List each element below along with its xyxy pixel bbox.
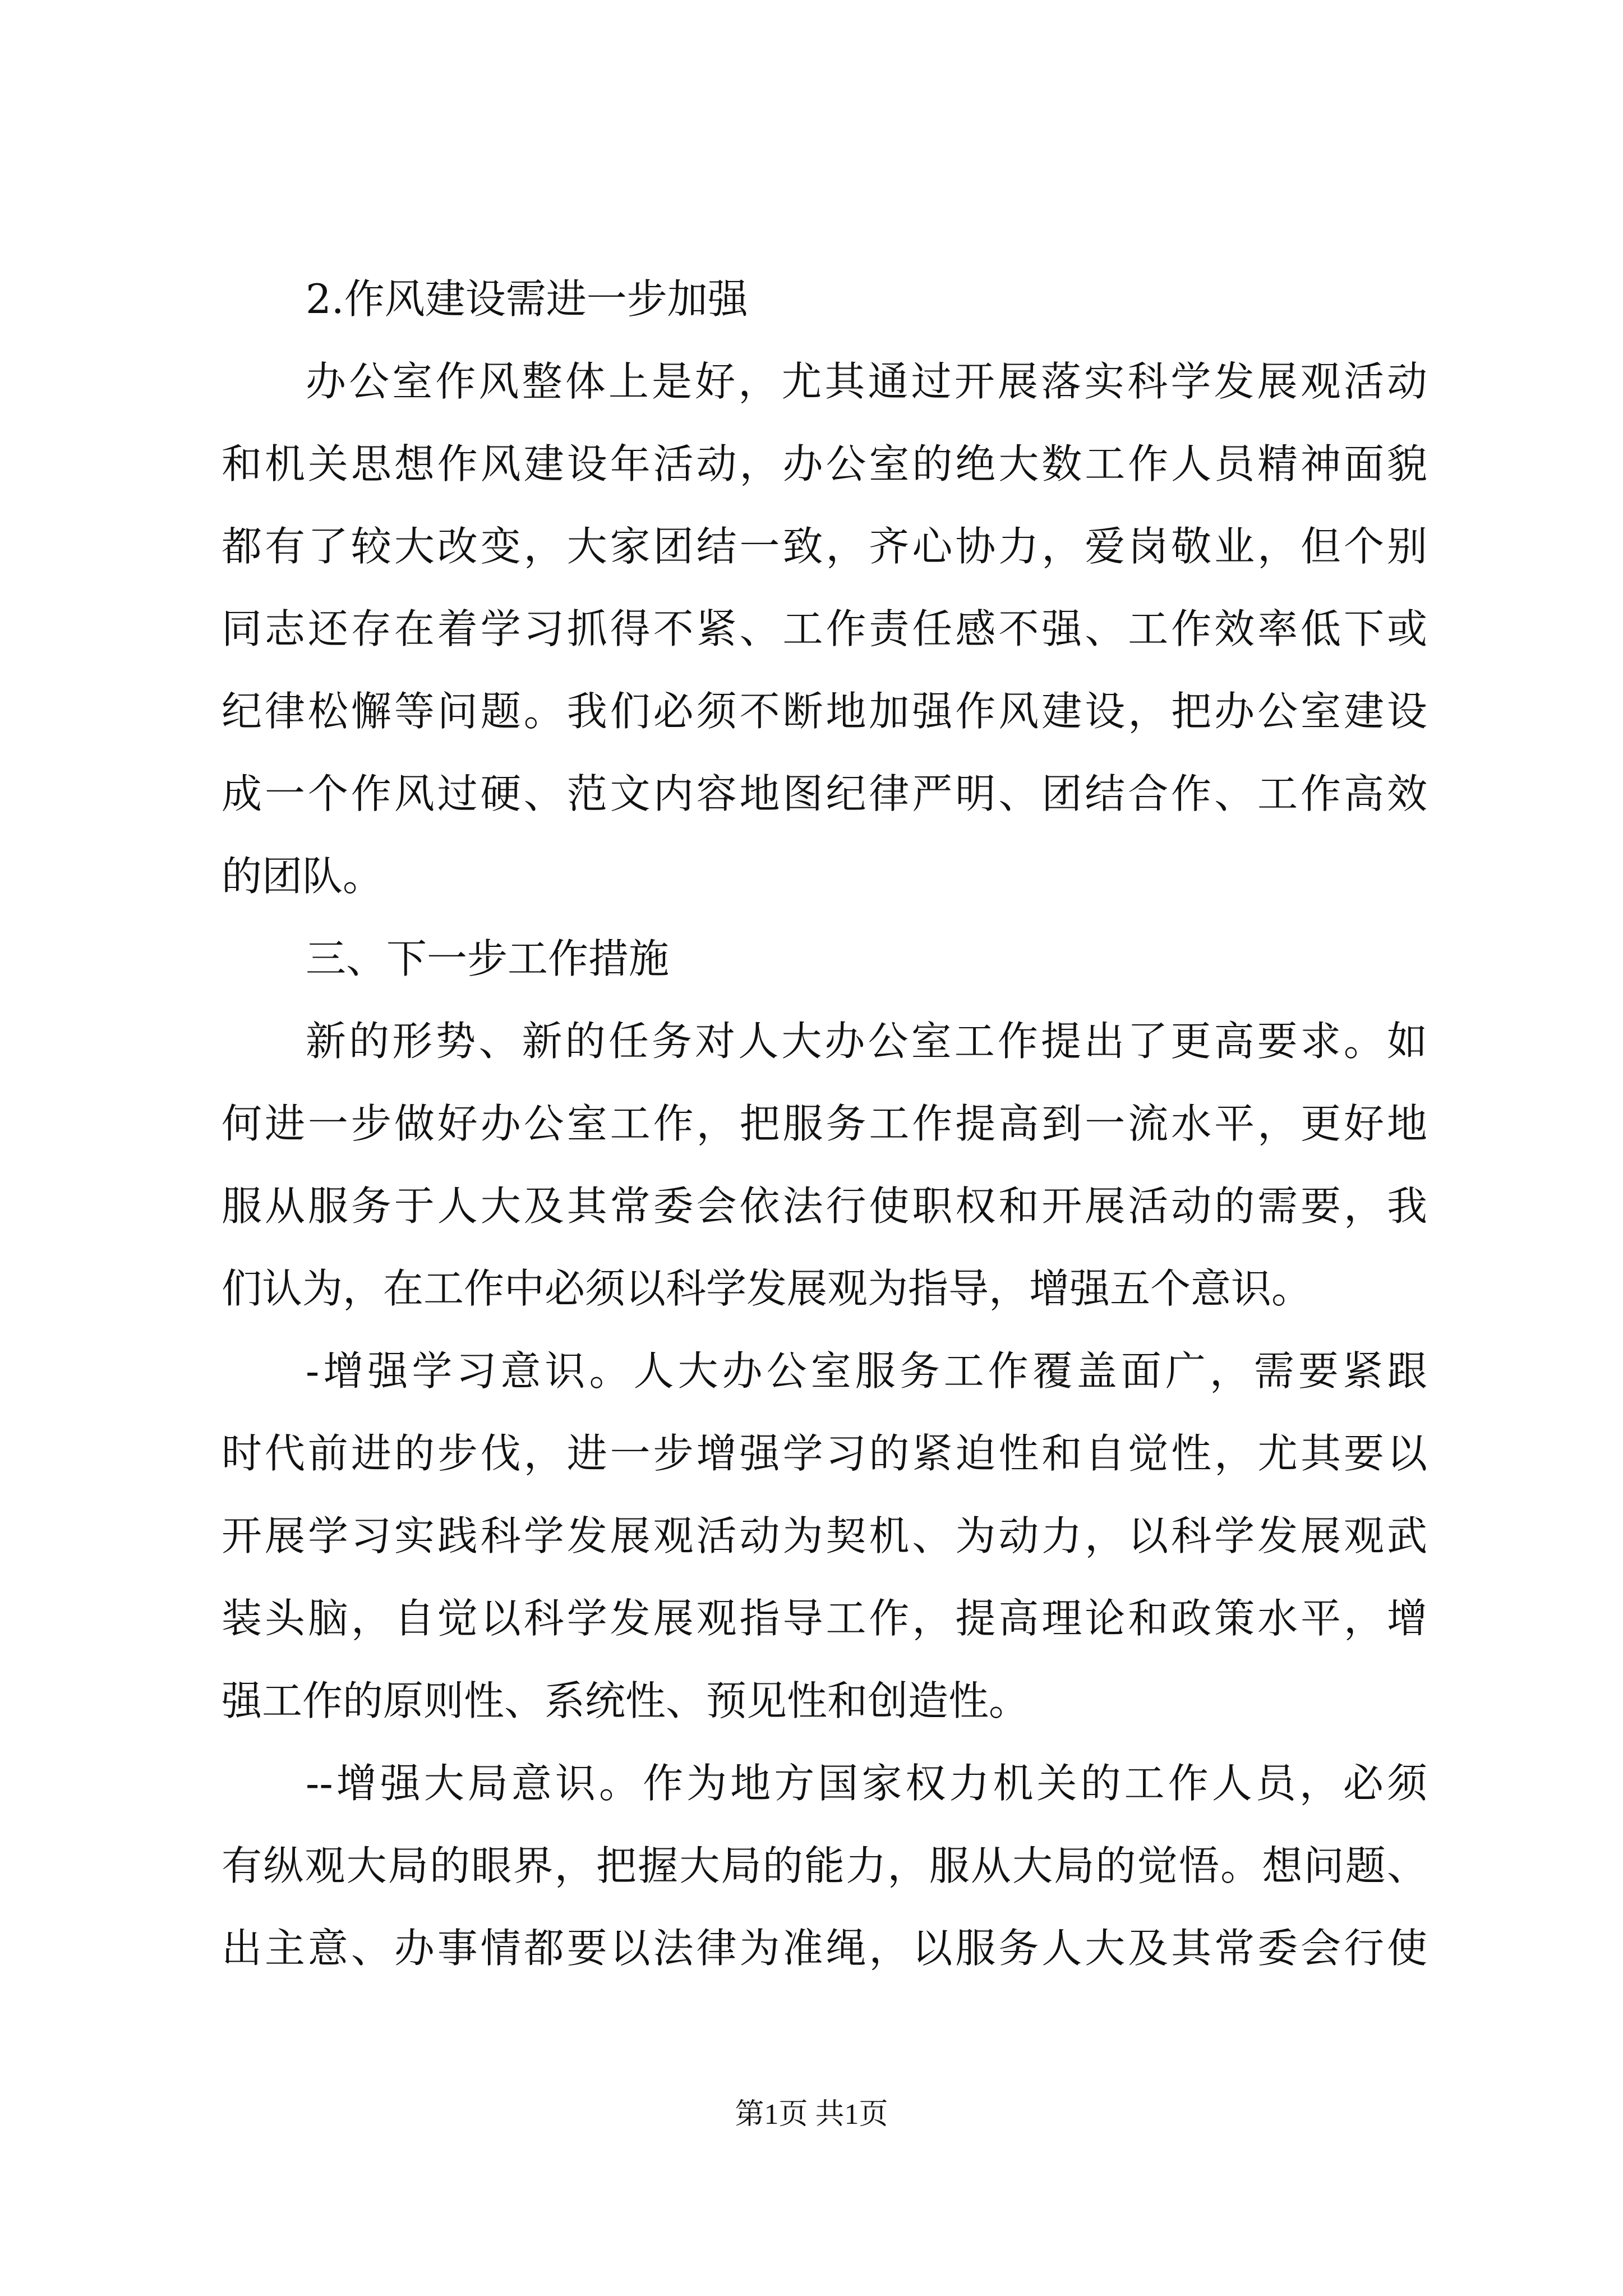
text-line: 成一个作风过硬、范文内容地图纪律严明、团结合作、工作高效 — [222, 770, 1427, 817]
text-line: 都有了较大改变，大家团结一致，齐心协力，爱岗敬业，但个别 — [222, 523, 1427, 570]
text-line: 们认为，在工作中必须以科学发展观为指导，增强五个意识。 — [222, 1265, 1312, 1312]
text-line: 开展学习实践科学发展观活动为契机、为动力，以科学发展观武 — [222, 1512, 1427, 1559]
text-line: --增强大局意识。作为地方国家权力机关的工作人员，必须 — [306, 1760, 1427, 1807]
text-line: -增强学习意识。人大办公室服务工作覆盖面广，需要紧跟 — [306, 1347, 1427, 1395]
text-line: 服从服务于人大及其常委会依法行使职权和开展活动的需要，我 — [222, 1182, 1427, 1230]
text-line: 纪律松懈等问题。我们必须不断地加强作风建设，把办公室建设 — [222, 688, 1427, 735]
page-footer: 第1页 共1页 — [735, 2099, 888, 2131]
text-line: 同志还存在着学习抓得不紧、工作责任感不强、工作效率低下或 — [222, 605, 1427, 652]
text-line: 装头脑，自觉以科学发展观指导工作，提高理论和政策水平，增 — [222, 1595, 1427, 1642]
text-line: 办公室作风整体上是好，尤其通过开展落实科学发展观活动 — [306, 358, 1427, 405]
text-line: 强工作的原则性、系统性、预见性和创造性。 — [222, 1677, 1030, 1724]
text-line: 何进一步做好办公室工作，把服务工作提高到一流水平，更好地 — [222, 1100, 1427, 1147]
text-line: 有纵观大局的眼界，把握大局的能力，服从大局的觉悟。想问题、 — [222, 1842, 1427, 1889]
text-line: 2.作风建设需进一步加强 — [306, 275, 748, 323]
text-line: 新的形势、新的任务对人大办公室工作提出了更高要求。如 — [306, 1018, 1427, 1065]
text-line: 时代前进的步伐，进一步增强学习的紧迫性和自觉性，尤其要以 — [222, 1430, 1427, 1477]
document-body — [222, 258, 1427, 1990]
text-line: 出主意、办事情都要以法律为准绳，以服务人大及其常委会行使 — [222, 1925, 1427, 1972]
text-line: 三、下一步工作措施 — [306, 935, 670, 982]
text-line: 和机关思想作风建设年活动，办公室的绝大数工作人员精神面貌 — [222, 440, 1427, 487]
text-line: 的团队。 — [222, 853, 384, 900]
